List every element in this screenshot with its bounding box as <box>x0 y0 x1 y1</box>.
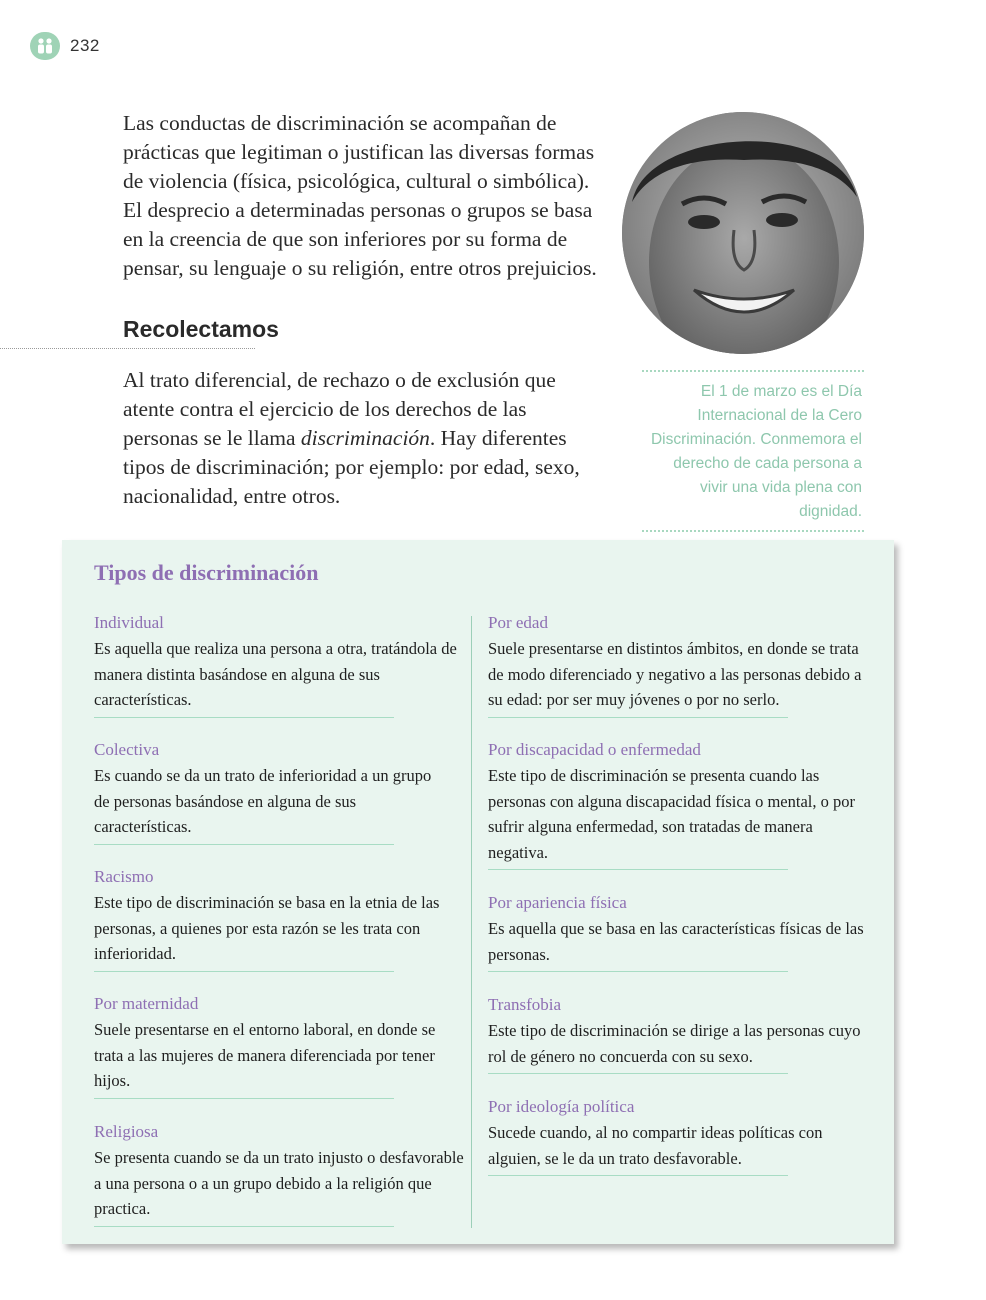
intro-paragraph: Las conductas de discriminación se acompañan de prácticas que legitiman o justifican las diversas formas de violencia (física, psicológica, cultural o simbólica). El desprecio a determinadas personas o grupos se basa en la creencia de que son inferiores por su forma de pensar, su lenguaje o su religión, entre otros prejuicios. <box>123 111 597 280</box>
type-title: Por maternidad <box>94 994 199 1013</box>
photo-caption: El 1 de marzo es el Día Internacional de la Cero Discriminación. Conmemora el derecho de cada persona a vivir una vida plena con dignidad. <box>642 370 864 532</box>
definition-term: discriminación <box>300 426 430 450</box>
portrait-photo <box>622 112 864 354</box>
type-colectiva <box>94 737 442 842</box>
type-title: Por ideología política <box>488 1097 635 1116</box>
type-description: Es aquella que se basa en las características físicas de las personas. <box>488 919 864 964</box>
column-divider <box>471 616 472 1228</box>
type-title: Por edad <box>488 613 548 632</box>
discrimination-types-box <box>62 540 894 1244</box>
type-description: Se presenta cuando se da un trato injusto o desfavorable a una persona o a un grupo debido a la religión que practica. <box>94 1148 464 1218</box>
type-description: Suele presentarse en el entorno laboral, en donde se trata a las mujeres de manera diferenciada por tener hijos. <box>94 1020 436 1090</box>
type-description: Es aquella que realiza una persona a otra, tratándola de manera distinta basándose en alguna de sus características. <box>94 639 457 709</box>
type-title: Por discapacidad o enfermedad <box>488 740 701 759</box>
page-header <box>30 32 100 60</box>
people-icon <box>30 32 60 60</box>
type-description: Este tipo de discriminación se dirige a las personas cuyo rol de género no concuerda con su sexo. <box>488 1021 861 1066</box>
type-por-discapacidad <box>488 737 868 867</box>
page-number: 232 <box>70 36 100 55</box>
heading-divider <box>0 348 255 349</box>
type-individual <box>94 610 464 715</box>
type-description: Este tipo de discriminación se basa en la etnia de las personas, a quienes por esta razón se les trata con inferioridad. <box>94 893 440 963</box>
type-description: Este tipo de discriminación se presenta cuando las personas con alguna discapacidad física o mental, o por sufrir alguna enfermedad, son tratadas de manera negativa. <box>488 766 855 862</box>
type-description: Es cuando se da un trato de inferioridad a un grupo de personas basándose en alguna de sus características. <box>94 766 432 836</box>
definition-text-start: Al trato diferencial, de rechazo o de exclusión que atente contra el ejercicio de los derechos de las personas se le llama <box>123 368 556 450</box>
type-por-apariencia <box>488 890 868 969</box>
type-religiosa <box>94 1119 466 1224</box>
type-transfobia <box>488 992 868 1071</box>
type-por-ideologia <box>488 1094 868 1173</box>
type-title: Transfobia <box>488 995 562 1014</box>
type-title: Religiosa <box>94 1122 159 1141</box>
type-title: Colectiva <box>94 740 160 759</box>
type-title: Individual <box>94 613 164 632</box>
type-por-maternidad <box>94 991 466 1096</box>
definition-text-end: . Hay diferentes tipos de discriminación; por ejemplo: por edad, sexo, nacionalidad, entre otros. <box>123 426 580 508</box>
type-title: Racismo <box>94 867 154 886</box>
type-por-edad <box>488 610 868 715</box>
definition-paragraph <box>123 366 603 511</box>
type-racismo <box>94 864 466 969</box>
types-box-title: Tipos de discriminación <box>94 560 319 585</box>
type-title: Por apariencia física <box>488 893 627 912</box>
type-description: Suele presentarse en distintos ámbitos, en donde se trata de modo diferenciado y negativo a las personas debido a su edad: por ser muy jóvenes o por no serlo. <box>488 639 862 709</box>
type-description: Sucede cuando, al no compartir ideas políticas con alguien, se le da un trato desfavorable. <box>488 1123 823 1168</box>
section-heading: Recolectamos <box>123 316 279 342</box>
